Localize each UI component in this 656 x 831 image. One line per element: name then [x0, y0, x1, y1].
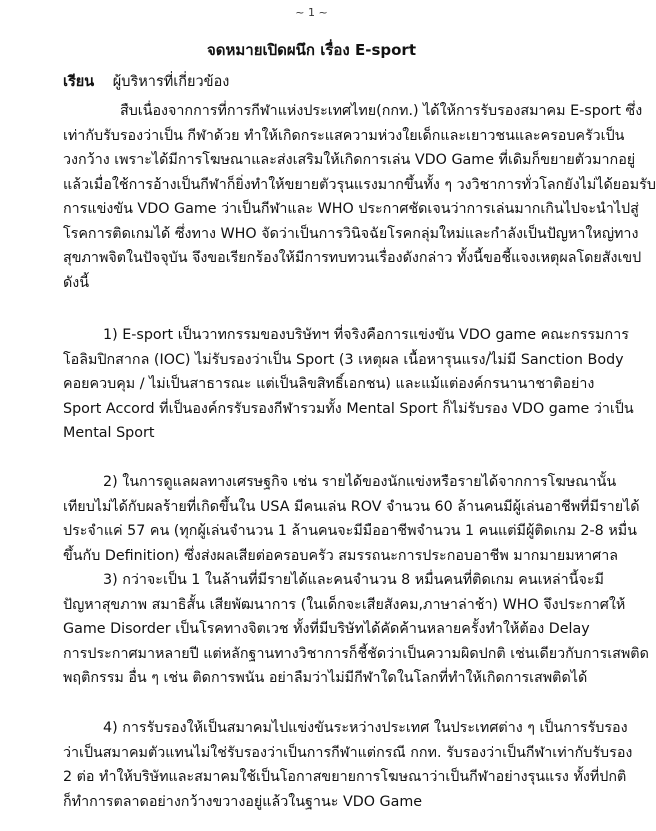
list-item-line: Sport Accord ที่เป็นองค์กรรับรองกีฬารวมทั้ง Mental Sport ก็ไม่รับรอง VDO game ว่าเป็น — [63, 400, 634, 417]
paragraph-line: สืบเนื่องจากการที่การกีฬาแห่งประเทศไทย(กกท.) ได้ให้การรับรองสมาคม E-sport ซึ่ง — [120, 103, 643, 119]
list-item-2 — [63, 470, 640, 568]
paragraph-line: โรคการติดเกมได้ ซึ่งทาง WHO จัดว่าเป็นการวินิจฉัยโรคกลุ่มใหม่และกำลังเป็นปัญหาใหญ่ทาง — [63, 225, 639, 242]
list-item-line: 3) กว่าจะเป็น 1 ในล้านที่มีรายได้และคนจำนวน 8 หมื่นคนที่ติดเกม คนเหล่านี้จะมี — [103, 572, 604, 588]
list-item-1 — [63, 323, 634, 446]
salutation-label: เรียน — [63, 74, 95, 90]
list-item-line: เทียบไม่ได้กับผลร้ายที่เกิดขึ้นใน USA มีคนเล่น ROV จำนวน 60 ล้านคนมีผู้เล่นอาชีพที่มีรายได้ — [63, 498, 640, 515]
list-item-line: 2) ในการดูแลผลทางเศรษฐกิจ เช่น รายได้ของนักแข่งหรือรายได้จากการโฆษณานั้น — [103, 474, 617, 490]
list-item-line: ปัญหาสุขภาพ สมาธิสั้น เสียพัฒนาการ (ในเด็กจะเสียสังคม,ภาษาล่าช้า) WHO จึงประกาศให้ — [63, 596, 626, 613]
list-item-line: คอยควบคุม / ไม่เป็นสาธารณะ แต่เป็นลิขสิทธิ์เอกชน) และแม้แต่องค์กรนานาชาติอย่าง — [63, 376, 595, 392]
list-item-3 — [63, 568, 649, 691]
list-item-line: 2 ต่อ ทำให้บริษัทและสมาคมใช้เป็นโอกาสขยายการโฆษณาว่าเป็นกีฬาอย่างรุนแรง ทั้งที่ปกติ — [63, 769, 627, 785]
list-item-line: ก็ทำการตลาดอย่างกว้างขวางอยู่แล้วในฐานะ VDO Game — [63, 793, 423, 810]
paragraph-line: เท่ากับรับรองว่าเป็น กีฬาด้วย ทำให้เกิดกระแสความห่วงใยเด็กและเยาวชนและครอบครัวเป็น — [63, 127, 625, 144]
list-item-line: โอลิมปิกสากล (IOC) ไม่รับรองว่าเป็น Sport (3 เหตุผล เนื้อหารุนแรง/ไม่มี Sanction Body — [63, 351, 624, 368]
page-title: จดหมายเปิดผนึก เรื่อง E-sport — [206, 41, 416, 59]
list-item-line: 4) การรับรองให้เป็นสมาคมไปแข่งขันระหว่างประเทศ ในประเทศต่าง ๆ เป็นการรับรอง — [103, 720, 628, 736]
list-item-line: ขึ้นกับ Definition) ซึ่งส่งผลเสียต่อครอบครัว สมรรถนะการประกอบอาชีพ มากมายมหาศาล — [63, 547, 618, 564]
salutation-recipient: ผู้บริหารที่เกี่ยวข้อง — [112, 74, 230, 90]
paragraph-line: สุขภาพจิตในปัจจุบัน จึงขอเรียกร้องให้มีการทบทวนเรื่องดังกล่าว ทั้งนี้ขอชี้แจงเหตุผลโดยสังเขป — [63, 250, 642, 266]
list-item-line: 1) E-sport เป็นวาทกรรมของบริษัทฯ ที่จริงคือการแข่งขัน VDO game คณะกรรมการ — [103, 327, 629, 343]
list-item-line: Game Disorder เป็นโรคทางจิตเวช ทั้งที่มีบริษัทได้คัดค้านหลายครั้งทำให้ต้อง Delay — [63, 621, 590, 637]
list-item-line: การประกาศมาหลายปี แต่หลักฐานทางวิชาการก็ชี้ชัดว่าเป็นความผิดปกติ เช่นเดียวกับการเสพติด — [63, 645, 649, 662]
paragraph-line: การแข่งขัน VDO Game ว่าเป็นกีฬาและ WHO ประกาศชัดเจนว่าการเล่นมากเกินไปจะนำไปสู่ — [63, 201, 639, 217]
salutation — [63, 70, 229, 93]
list-item-line: ประจำแค่ 57 คน (ทุกผู้เล่นจำนวน 1 ล้านคนจะมีมืออาชีพจำนวน 1 คนแต่มีผู้ติดเกม 2-8 หมื่น — [63, 523, 637, 539]
page-number: ~ 1 ~ — [295, 6, 328, 19]
list-item-line: ว่าเป็นสมาคมตัวแทนไม่ใช่รับรองว่าเป็นการกีฬาแต่กรณี กกท. รับรองว่าเป็นกีฬาเท่ากับรับรอง — [63, 744, 633, 761]
paragraph-line: แล้วเมื่อใช้การอ้างเป็นกีฬาก็ยิ่งทำให้ขยายตัวรุนแรงมากขึ้นทั้ง ๆ วงวิชาการทั่วโลกยังไม่ได้ยอมรับ — [63, 176, 656, 193]
list-item-line: Mental Sport — [63, 425, 155, 441]
list-item-line: พฤติกรรม อื่น ๆ เช่น ติดการพนัน อย่าลืมว่าไม่มีกีฬาใดในโลกที่ทำให้เกิดการเสพติดได้ — [63, 670, 588, 686]
paragraph-line: วงกว้าง เพราะได้มีการโฆษณาและส่งเสริมให้เกิดการเล่น VDO Game ที่เดิมก็ขยายตัวมากอยู่ — [63, 152, 636, 168]
intro-paragraph — [63, 99, 656, 295]
list-item-4 — [63, 716, 633, 814]
paragraph-line: ดังนี้ — [63, 274, 90, 291]
